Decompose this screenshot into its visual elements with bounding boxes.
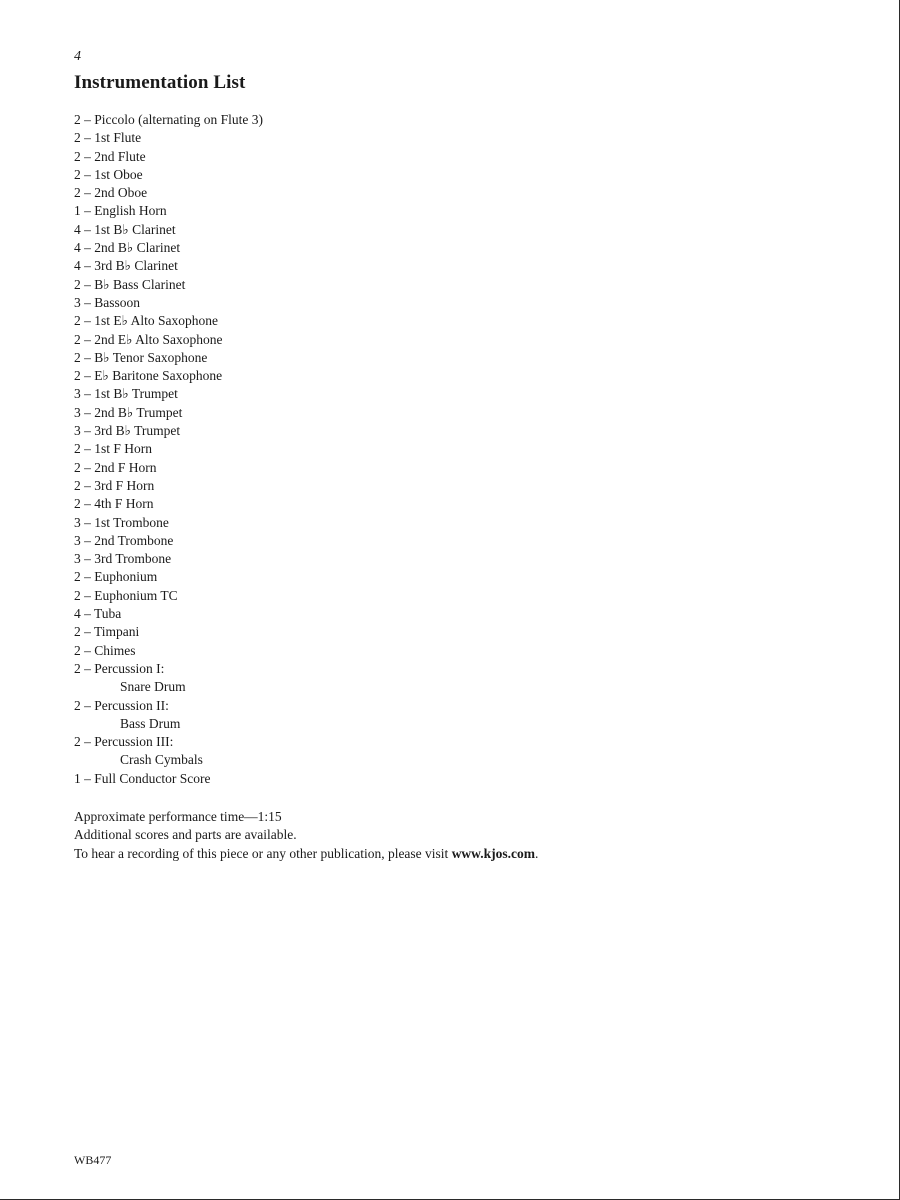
recording-note-text: To hear a recording of this piece or any other publication, please visit	[74, 845, 452, 861]
instrument-item: 1 – Full Conductor Score	[74, 770, 211, 786]
instrument-item: 2 – E♭ Baritone Saxophone	[74, 368, 223, 384]
instrument-item: 2 – 2nd F Horn	[74, 459, 157, 475]
instrument-item: 2 – 2nd Oboe	[74, 185, 148, 201]
instrument-item: 4 – 1st B♭ Clarinet	[74, 221, 176, 237]
instrument-item: 4 – 3rd B♭ Clarinet	[74, 258, 178, 274]
instrument-item: 2 – Euphonium TC	[74, 587, 178, 603]
performance-notes	[74, 808, 538, 863]
instrument-item: 2 – Chimes	[74, 642, 136, 658]
recording-note-period: .	[534, 845, 539, 861]
page-title: Instrumentation List	[74, 72, 246, 93]
instrument-subitem: Bass Drum	[120, 715, 181, 731]
instrument-item: 2 – Percussion I:	[74, 660, 165, 676]
instrument-item: 2 – 2nd Flute	[74, 148, 146, 164]
instrumentation-list	[74, 111, 263, 788]
instrument-item: 2 – 1st E♭ Alto Saxophone	[74, 313, 218, 329]
kjos-website-link[interactable]: www.kjos.com	[451, 845, 535, 861]
instrument-item: 3 – 3rd B♭ Trumpet	[74, 423, 181, 439]
recording-note	[74, 845, 538, 863]
page-number: 4	[74, 49, 81, 64]
instrument-item: 2 – B♭ Bass Clarinet	[74, 276, 186, 292]
instrument-item: 2 – 3rd F Horn	[74, 477, 155, 493]
instrument-item: 3 – 3rd Trombone	[74, 551, 172, 567]
instrument-subitem: Snare Drum	[120, 679, 186, 695]
instrument-item: 2 – 4th F Horn	[74, 496, 154, 512]
additional-parts-note: Additional scores and parts are available.	[74, 827, 297, 843]
instrument-item: 2 – Percussion III:	[74, 734, 174, 750]
instrument-item: 2 – B♭ Tenor Saxophone	[74, 349, 208, 365]
instrument-item: 2 – Piccolo (alternating on Flute 3)	[74, 112, 263, 127]
instrument-item: 2 – 1st Flute	[74, 130, 142, 146]
instrument-item: 2 – Percussion II:	[74, 697, 169, 713]
instrument-item: 4 – 2nd B♭ Clarinet	[74, 240, 181, 256]
instrument-subitem: Crash Cymbals	[120, 752, 203, 768]
instrument-item: 3 – 1st B♭ Trumpet	[74, 386, 178, 402]
instrument-item: 4 – Tuba	[74, 606, 122, 622]
instrument-item: 2 – 1st F Horn	[74, 441, 153, 457]
instrument-item: 3 – 2nd Trombone	[74, 532, 174, 548]
instrument-item: 2 – 2nd E♭ Alto Saxophone	[74, 331, 223, 347]
instrument-item: 3 – 2nd B♭ Trumpet	[74, 404, 183, 420]
performance-time: Approximate performance time—1:15	[74, 809, 282, 824]
instrument-item: 2 – Euphonium	[74, 569, 158, 585]
instrument-item: 1 – English Horn	[74, 203, 167, 219]
instrument-item: 3 – 1st Trombone	[74, 514, 169, 530]
catalog-code: WB477	[74, 1153, 112, 1167]
instrument-item: 3 – Bassoon	[74, 294, 141, 310]
instrument-item: 2 – 1st Oboe	[74, 166, 143, 182]
instrument-item: 2 – Timpani	[74, 624, 140, 640]
